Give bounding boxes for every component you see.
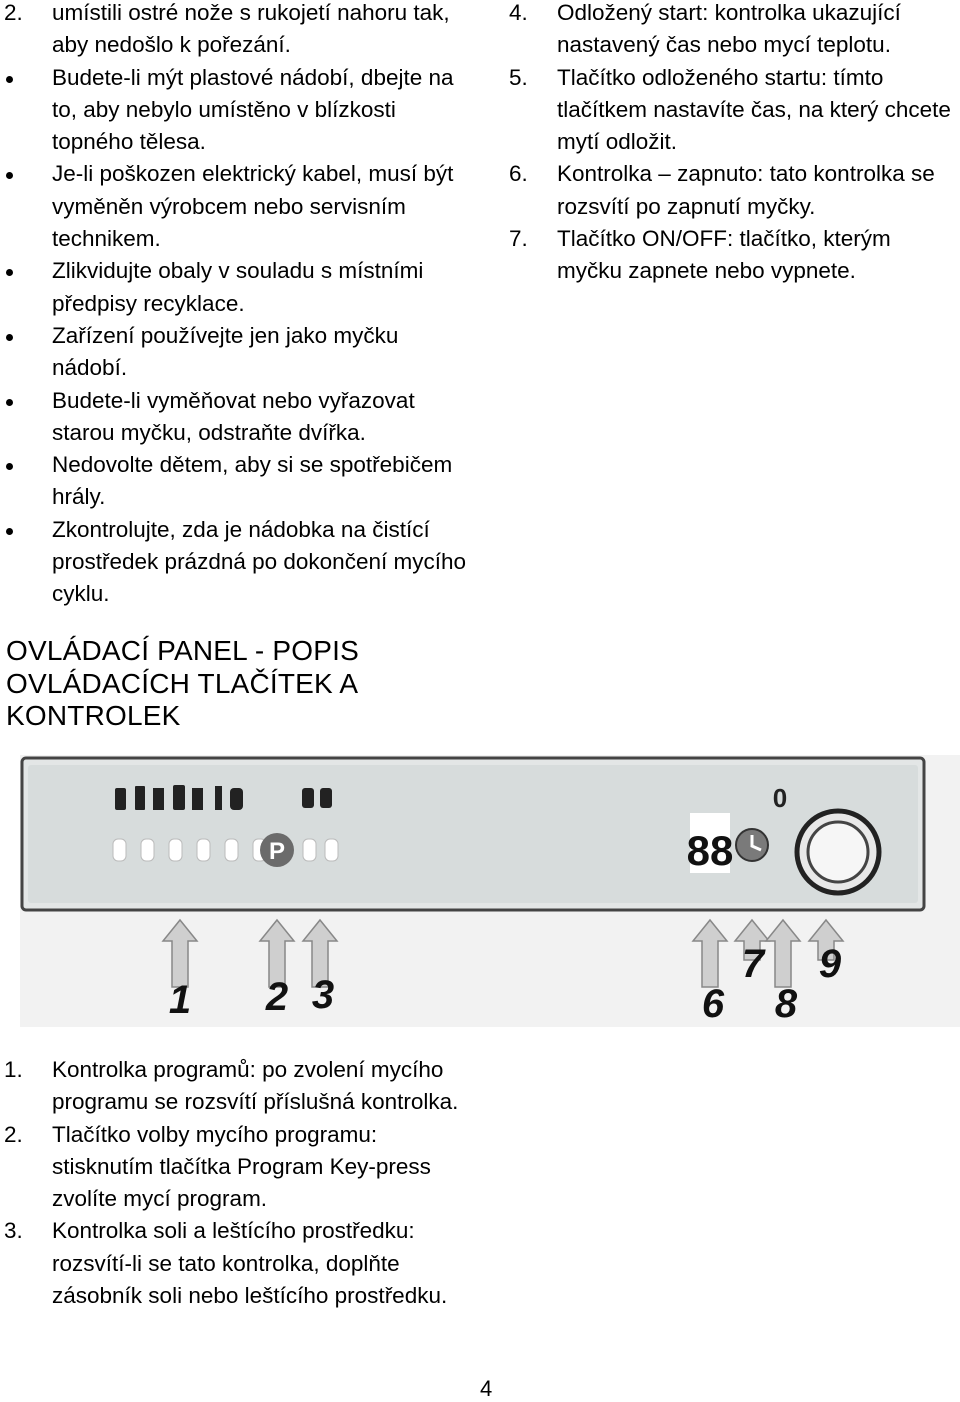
bullet-icon [6,269,13,276]
led [113,839,126,861]
list-item [0,255,475,320]
list-item [0,385,475,450]
bullet-icon [6,172,13,179]
bullet-icon [6,334,13,341]
list-item [0,62,475,159]
bullet-icon [6,528,13,535]
list-item-text: Odložený start: kontrolka ukazující nastavený čas nebo mycí teplotu. [557,0,901,58]
callout-number: 3 [311,973,335,1017]
list-item-text: Kontrolka soli a leštícího prostředku: rozsvítí-li se tato kontrolka, doplňte zásobník soli nebo leštícího prostředku. [52,1218,448,1309]
led [303,839,316,861]
list-marker: 2. [4,1121,23,1147]
led [197,839,210,861]
list-item-text: Zlikvidujte obaly v souladu s místními předpisy recyklace. [52,258,424,316]
list-item-text: umístili ostré nože s rukojetí nahoru tak, aby nedošlo k pořezání. [52,0,450,58]
program-led-indicators [113,839,338,861]
safety-list-left [0,0,475,611]
list-marker: 1. [4,1057,23,1082]
heading-line: KONTROLEK [6,700,181,731]
list-item [505,62,960,159]
list-item-text: Nedovolte dětem, aby si se spotřebičem hrály. [52,452,453,510]
callout-number: 2 [265,975,289,1019]
list-item [0,320,475,385]
list-item-text: Tlačítko ON/OFF: tlačítko, kterým myčku zapnete nebo vypnete. [557,226,891,284]
list-item [0,514,475,611]
heading-line: OVLÁDACÍ PANEL - POPIS [6,635,359,666]
section-heading [6,635,476,733]
control-panel-figure [20,755,960,1027]
callout-number: 1 [168,978,192,1022]
list-item-text: Budete-li vyměňovat nebo vyřazovat starou myčku, odstraňte dvířka. [52,387,415,445]
panel-description-list-right [505,0,960,288]
list-marker: 3. [4,1218,23,1244]
list-item-text: Tlačítko odloženého startu: tímto tlačítkem nastavíte čas, na který chcete mytí odložit. [557,64,951,155]
list-item-text: Kontrolka programů: po zvolení mycího programu se rozsvítí příslušná kontrolka. [52,1057,459,1115]
list-marker: 6. [509,161,528,187]
list-item-text: Zkontrolujte, zda je nádobka na čistící prostředek prázdná po dokončení mycího cyklu. [52,516,466,607]
list-item [0,449,475,514]
list-item-text: Je-li poškozen elektrický kabel, musí být vyměněn výrobcem nebo servisním technikem. [52,161,454,252]
list-item [505,0,960,62]
on-off-button-inner [808,822,868,882]
callout-number: 7 [741,942,765,986]
panel-description-list-bottom [0,1054,475,1312]
list-item [0,0,475,62]
list-item-text: Tlačítko volby mycího programu: stisknutím tlačítka Program Key-press zvolíte mycí program. [52,1121,431,1212]
heading-line: OVLÁDACÍCH TLAČÍTEK A [6,667,359,699]
list-marker: 5. [509,64,528,90]
list-item [0,1215,475,1312]
list-item [0,1054,475,1119]
led [169,839,182,861]
list-marker: 4. [509,0,528,25]
program-key-label: P [268,838,286,865]
led [141,839,154,861]
page-number: 4 [480,1376,493,1401]
callout-number: 9 [818,942,842,986]
list-marker: 7. [509,226,528,252]
bullet-icon [6,463,13,470]
bullet-icon [6,76,13,83]
control-panel-illustration [20,755,960,1027]
callout-number: 6 [701,982,725,1026]
list-item-text: Kontrolka – zapnuto: tato kontrolka se rozsvítí po zapnutí myčky. [557,161,935,219]
led [325,839,338,861]
list-item [505,158,960,223]
list-item [0,1119,475,1216]
list-item-text: Zařízení používejte jen jako myčku nádobí. [52,322,399,381]
power-symbol: 0 [772,783,788,813]
led [225,839,238,861]
delay-display-digits: 88 [686,827,734,874]
list-marker: 2. [4,0,23,25]
list-item [0,158,475,255]
list-item-text: Budete-li mýt plastové nádobí, dbejte na to, aby nebylo umístěno v blízkosti topného tělesa. [52,64,454,155]
callout-number: 8 [774,982,798,1026]
list-item [505,223,960,288]
bullet-icon [6,399,13,406]
